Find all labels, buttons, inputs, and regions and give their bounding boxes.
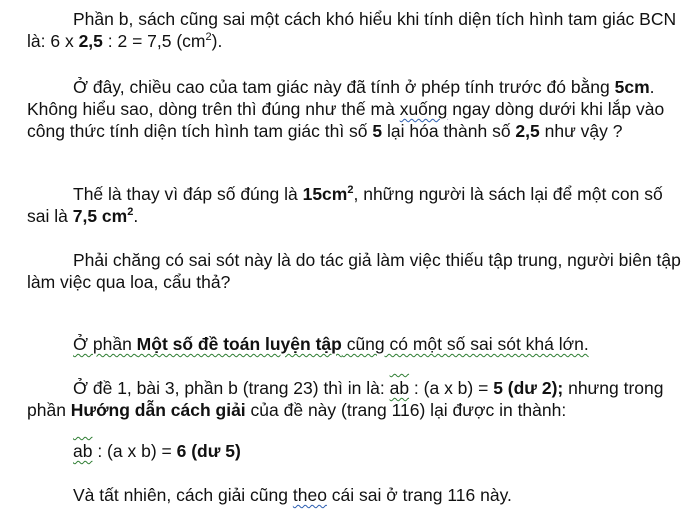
overlined-number: ab [73,441,93,461]
spellcheck-word: theo [292,485,327,505]
paragraph-8 [27,484,687,506]
text-span: : (a x b) = [92,441,177,461]
text-span: cũng có một số sai sót khá lớn. [341,334,589,354]
text-span: Và tất nhiên, cách giải cũng [73,485,293,505]
bold-number: 5cm [614,77,650,97]
text-span: 15cm [302,184,348,204]
text-span: Thế là thay vì đáp số đúng là [73,184,303,204]
text-span: . [133,206,139,226]
overlined-number: ab [389,378,410,398]
text-span: như vậy ? [539,121,623,141]
text-span: Ở phần [73,334,137,354]
section-title: Một số đề toán luyện tập [136,334,342,354]
bold-answer [303,184,354,204]
paragraph-7 [73,440,700,462]
text-span: lại hóa thành số [382,121,516,141]
bold-result: 6 (dư 5) [176,441,241,461]
section-title: Hướng dẫn cách giải [70,400,246,420]
underlined-sentence [73,334,589,354]
paragraph-3 [27,183,687,227]
paragraph-5 [27,333,687,355]
superscript: 2 [205,31,212,43]
bold-result: 5 (dư 2); [493,378,564,398]
bold-number: 2,5 [78,31,103,51]
text-span: của đề này (trang 116) lại được in thành: [245,400,567,420]
bold-answer [73,206,134,226]
superscript: 2 [347,184,354,196]
spellcheck-word: xuống [399,99,448,119]
text-span: : (a x b) = [409,378,494,398]
text-span: ngay dòng dưới khi lắp vào công thức tính diện tích hình tam giác thì số [27,99,665,141]
superscript: 2 [127,206,134,218]
text-span: : 2 = 7,5 (cm [102,31,206,51]
text-span: Phải chăng có sai sót này là do tác giả làm việc thiếu tập trung, người biên tập làm việc qua loa, cẩu thả? [27,250,681,292]
bold-number: 2,5 [515,121,540,141]
text-span: . Không hiểu sao, dòng trên thì đúng như thế mà [27,77,655,119]
paragraph-6 [27,377,687,421]
text-span: , những người là sách lại để một con số sai là [27,184,663,226]
text-span: Ở đề 1, bài 3, phần b (trang 23) thì in là: [73,378,390,398]
text-span: 7,5 cm [72,206,128,226]
text-span: Ở đây, chiều cao của tam giác này đã tính ở phép tính trước đó bằng [73,77,615,97]
paragraph-1 [27,8,687,52]
bold-number: 5 [372,121,383,141]
paragraph-4 [27,249,687,293]
text-span: cái sai ở trang 116 này. [326,485,512,505]
text-span: ). [211,31,223,51]
paragraph-2 [27,76,687,142]
text-span: nhưng trong phần [27,378,664,420]
text-span: Phần b, sách cũng sai một cách khó hiểu khi tính diện tích hình tam giác BCN là: 6 x [27,9,677,51]
